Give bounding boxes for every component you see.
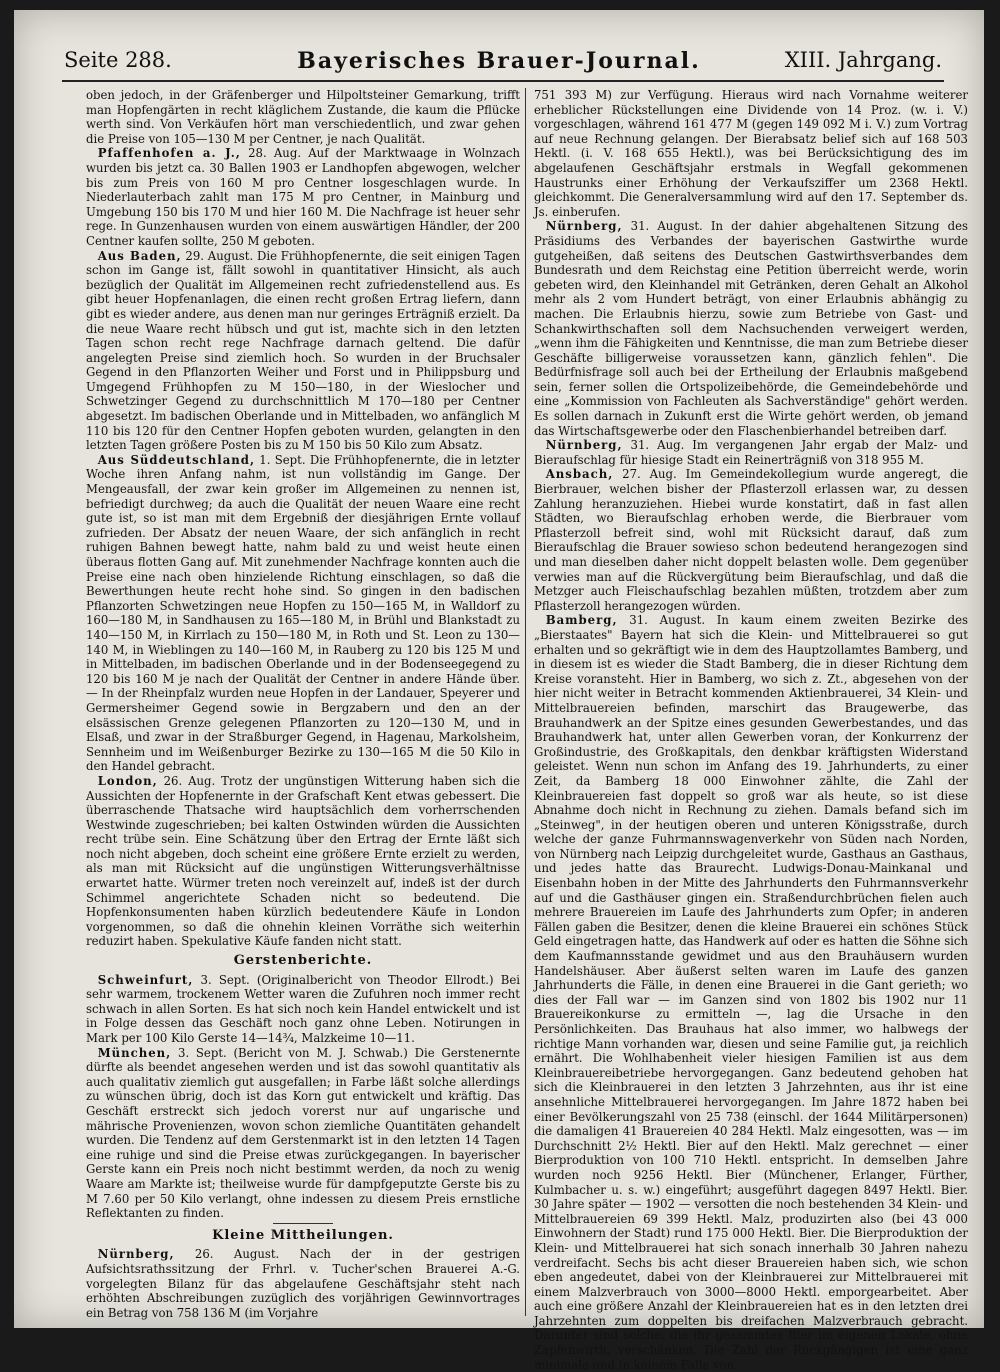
paragraph: [86, 1247, 520, 1320]
paragraph-text: 26. August. Nach der in der gestrigen Aufsichtsrathssitzung der Frhrl. v. Tucher'schen Brauerei A.-G. vorgelegten Bilanz für das abgelaufene Geschäftsjahr steht nach erhöhten Abschreibungen zuzüglich des vorjährigen Gewinnvortrages ein Betrag von 758 136 M (im Vorjahre: [86, 1247, 520, 1320]
paragraph-text: 31. August. In der dahier abgehaltenen Sitzung des Präsidiums des Verbandes der bayerischen Gastwirthe wurde gutgeheißen, daß seitens des Deutschen Gastwirthsverbandes dem Bundesrath und dem Reichstag eine Petition überreicht werde, worin gebeten wird, den Kleinhandel mit Getränken, deren Gehalt an Alkohol mehr als 2 vom Hundert beträgt, von einer Erlaubnis abhängig zu machen. Die Erlaubnis hierzu, sowie zum Betriebe von Gast- und Schankwirthschaften soll dem Nachsuchenden verweigert werden, „wenn ihm die Fähigkeiten und Kenntnisse, die man zum Betriebe dieser Geschäfte billigerweise voraussetzen kann, gänzlich fehlen". Die Bedürfnisfrage soll auch bei der Ertheilung der Erlaubnis maßgebend sein, ferner sollen die Ortspolizeibehörde, die Gemeindebehörde und eine „Kommission von Fachleuten als Sachverständige" gehört werden. Es sollen darnach in Zukunft erst die Wirte gehört werden, ob jemand das Wirtschaftsgewerbe oder den Flaschenbierhandel betreiben darf.: [534, 219, 968, 438]
dateline: Nürnberg,: [97, 1247, 175, 1262]
page-number: Seite 288.: [64, 48, 172, 72]
paragraph: [86, 973, 520, 1046]
right-column: [534, 88, 968, 1372]
paragraph: [534, 613, 968, 1372]
paragraph-text: 26. Aug. Trotz der ungünstigen Witterung haben sich die Aussichten der Hopfenernte in der Grafschaft Kent etwas gebessert. Die überraschende Thatsache wird hauptsächlich dem vorherrschenden Westwinde zugeschrieben; bei kalten Ostwinden würden die Aussichten recht trübe sein. Eine Schätzung über den Ertrag der Ernte läßt sich noch nicht abgeben, doch scheint eine größere Ernte erzielt zu werden, als man mit Rücksicht auf die ungünstigen Witterungsverhältnisse erwartet hatte. Würmer treten noch vereinzelt auf, indeß ist der durch Schimmel angerichtete Schaden nicht so bedeutend. Die Hopfenkonsumenten haben kürzlich bedeutendere Käufe in London vorgenommen, so daß die ohnehin kleinen Vorräthe sich weiterhin reduzirt haben. Spekulative Käufe fanden nicht statt.: [86, 773, 520, 949]
paragraph-text: 31. Aug. Im vergangenen Jahr ergab der Malz- und Bieraufschlag für hiesige Stadt ein Reinerträgniß von 318 955 M.: [534, 438, 968, 467]
paragraph-text: 31. August. In kaum einem zweiten Bezirke des „Bierstaates" Bayern hat sich die Klein- und Mittelbrauerei so gut erhalten und so gekräftigt wie in dem des Hauptzollamtes Bamberg, und in diesem ist es wieder die Stadt Bamberg, die in dieser Richtung dem Kreise voransteht. Hier in Bamberg, wo sich z. Zt., abgesehen von der hier nicht weiter in Betracht kommenden Aktienbrauerei, 34 Klein- und Mittelbrauereien befinden, marschirt das Braugewerbe, das Brauhandwerk an der Spitze eines gesunden Gewerbestandes, und das Brauhandwerk hat, unter allen Gewerben voran, der Konkurrenz der Großindustrie, des Großkapitals, den denkbar kräftigsten Widerstand geleistet. Wenn nun schon im Anfang des 19. Jahrhunderts, zu einer Zeit, da Bamberg 18 000 Einwohner zählte, die Zahl der Kleinbrauereien fast doppelt so groß war als heute, so ist diese Abnahme doch nicht in Rechnung zu ziehen. Damals befand sich im „Steinweg", in der heutigen oberen und unteren Königsstraße, durch welche der ganze Fuhrmannswagenverkehr von Süden nach Norden, von Nürnberg nach Leipzig durchgeleitet wurde, Gasthaus an Gasthaus, und jedes hatte das Braurecht. Ludwigs-Donau-Mainkanal und Eisenbahn hoben in der Mitte des Jahrhunderts den Fuhrmannsverkehr auf und die Gasthäuser gingen ein. Straßendurchbrüchen fielen auch mehrere Brauereien im Laufe des Jahrhunderts zum Opfer; in anderen Fällen gaben die Besitzer, denen die kleine Brauerei ein schönes Stück Geld eingetragen hatte, das Handwerk auf oder es hatten die Söhne sich dem Kaufmannsstande gewidmet und aus den Brauhäusern wurden Handelshäuser. Aber äußerst selten waren im Laufe des ganzen Jahrhunderts die Fälle, in denen eine Brauerei in die Gant gerieth; wo dies der Fall war — im Ganzen sind von 1802 bis 1902 nur 11 Brauereikonkurse zu ermitteln —, lag die Ursache in den Persönlichkeiten. Das Brauhaus hat also immer, wo halbwegs der richtige Mann vorhanden war, diesen und seine Familie gut, ja reichlich ernährt. Die Wohlhabenheit vieler hiesigen Familien ist aus dem Kleinbrauereibetriebe hervorgegangen. Ganz bedeutend gehoben hat sich die Kleinbrauerei in den letzten 3 Jahrzehnten, aus ihr ist eine ansehnliche Mittelbrauerei hervorgegangen. Im Jahre 1872 haben bei einer Bevölkerungszahl von 25 738 (einschl. der 1644 Militärpersonen) die damaligen 41 Brauereien 40 284 Hektl. Malz eingesotten, was — im Durchschnitt 2½ Hektl. Bier auf den Hektl. Malz gerechnet — einer Bierproduktion von 100 710 Hektl. entspricht. In demselben Jahre wurden noch 9256 Hektl. Bier (Münchener, Erlanger, Fürther, Kulmbacher u. s. w.) eingeführt; ausgeführt dagegen 8497 Hektl. Bier. 30 Jahre später — 1902 — versotten die noch bestehenden 34 Klein- und Mittelbrauereien 69 399 Hektl. Malz, produzirten also (bei 43 000 Einwohnern der Stadt) rund 175 000 Hektl. Bier. Die Bierproduktion der Klein- und Mittelbrauerei hat sich sonach innerhalb 30 Jahren nahezu verdreifacht. Sechs bis acht dieser Brauereien haben sich, wie schon eben angedeutet, dabei von der Kleinbrauerei zur Mittelbrauerei mit einem Malzverbrauch von 3000—8000 Hektl. emporgearbeitet. Aber auch eine größere Anzahl der Kleinbrauereien hat es in den letzten drei Jahrzehnten zum doppelten bis dreifachen Malzverbrauch gebracht. Darunter sind solche, die ihr gesammtes Bier im eigenen Lokale, ohne Zapfenwirth, verschänken. Die Zahl der Rückgängigen ist eine ganz minimale und in keinem Falle von: [534, 613, 968, 1372]
column-divider: [525, 88, 526, 1316]
paragraph-text: 3. Sept. (Bericht von M. J. Schwab.) Die Gerstenernte dürfte als beendet angesehen werden und ist das sowohl quantitativ als auch qualitativ ziemlich gut ausgefallen; in Farbe läßt solche allerdings zu wünschen übrig, doch ist das Korn gut entwickelt und kräftig. Das Geschäft erstreckt sich jedoch vorerst nur auf ungarische und mährische Provenienzen, wovon schon ziemliche Quantitäten gehandelt wurden. Die Tendenz auf dem Gerstenmarkt ist in den letzten 14 Tagen eine ruhige und sind die Preise etwas zurückgegangen. In bayerischer Gerste kann ein Preis noch nicht bestimmt werden, da noch zu wenig Waare am Markte ist; theilweise wurde für dampfgeputzte Gerste bis zu M 7.60 per 50 Kilo verlangt, ohne indessen zu diesem Preis ernstliche Reflektanten zu finden.: [86, 1045, 520, 1221]
paragraph: [86, 146, 520, 248]
section-heading: Kleine Mittheilungen.: [212, 1227, 394, 1243]
journal-title: Bayerisches Brauer-Journal.: [297, 48, 701, 74]
newspaper-page: [14, 10, 984, 1372]
section-heading: Gerstenberichte.: [233, 953, 373, 969]
left-column: [86, 88, 520, 1320]
paragraph: [86, 774, 520, 949]
volume-year: XIII. Jahrgang.: [784, 48, 942, 72]
dateline: Ansbach,: [545, 467, 614, 482]
dateline: Aus Süddeutschland,: [97, 452, 256, 467]
dateline: München,: [97, 1045, 172, 1060]
dateline: London,: [97, 773, 158, 788]
paragraph-text: 28. Aug. Auf der Marktwaage in Wolnzach wurden bis jetzt ca. 30 Ballen 1903 er Landhopfen abgewogen, welcher bis zum Preis von 160 M pro Centner losgeschlagen wurde. In Niederlauterbach zahlt man 175 M pro Centner, in Mainburg und Umgebung 150 bis 170 M und hier 160 M. Die Nachfrage ist heuer sehr rege. In Gunzenhausen wurden von einem auswärtigen Händler, der 200 Centner kaufen sollte, 250 M geboten.: [86, 146, 520, 248]
paragraph-text: 1. Sept. Die Frühhopfenernte, die in letzter Woche ihren Anfang nahm, ist nun vollständig im Gange. Der Mengeausfall, der zwar kein großer im Allgemeinen zu nennen ist, befriedigt durchweg; da auch die Qualität der neuen Waare eine recht gute ist, so ist man mit dem Ergebniß der diesjährigen Ernte vollauf zufrieden. Der Absatz der neuen Waare, der sich anfänglich in recht ruhigen Bahnen bewegt hatte, nahm bald zu und weist heute einen überaus flotten Gang auf. Mit zunehmender Nachfrage konnten auch die Preise eine nach oben hinzielende Richtung einschlagen, so daß die Bewerthungen heute recht hohe sind. So gingen in den badischen Pflanzorten Schwetzingen neue Hopfen zu 150—165 M, in Walldorf zu 160—180 M, in Sandhausen zu 165—180 M, in Brühl und Blankstadt zu 140—150 M, in Kirrlach zu 150—180 M, in Roth und St. Leon zu 130—140 M, in Wieblingen zu 140—160 M, in Rauberg zu 120 bis 125 M und in Mittelbaden, im badischen Oberlande und in der Bodenseegegend zu 120 bis 160 M je nach der Qualität der Centner in andere Hände über. — In der Rheinpfalz wurden neue Hopfen in der Landauer, Speyerer und Germersheimer Gegend sowie in Bergzabern und den an der elsässischen Grenze gelegenen Pflanzorten zu 120—130 M, und in Elsaß, und zwar in der Straßburger Gegend, in Hagenau, Markolsheim, Sennheim und im Weißenburger Bezirke zu 130—165 M die 50 Kilo in den Handel gebracht.: [86, 452, 520, 774]
paragraph: [534, 219, 968, 438]
dateline: Aus Baden,: [97, 248, 182, 263]
paragraph: [86, 453, 520, 774]
dateline: Nürnberg,: [545, 438, 623, 453]
paragraph: [86, 249, 520, 453]
paragraph-text: 27. Aug. Im Gemeindekollegium wurde angeregt, die Bierbrauer, welchen bisher der Pflasterzoll erlassen war, zu dessen Zahlung heranzuziehen. Hiebei wurde konstatirt, daß in fast allen Städten, wo Bieraufschlag erhoben werde, die Bierbrauer vom Pflasterzoll befreit sind, wohl mit Rücksicht darauf, daß zum Bieraufschlag die Brauer sowieso schon bedeutend herangezogen sind und man dieselben daher nicht doppelt belasten wolle. Dem gegenüber verwies man auf die Rückvergütung beim Bieraufschlag, und daß die Metzger auch Fleischaufschlag bezahlen müßten, trotzdem aber zum Pflasterzoll herangezogen würden.: [534, 467, 968, 613]
section-rule: [273, 1223, 333, 1224]
paragraph: [86, 1046, 520, 1221]
paragraph-text: 29. August. Die Frühhopfenernte, die seit einigen Tagen schon im Gange ist, fällt sowohl in quantitativer Hinsicht, als auch bezüglich der Qualität im Allgemeinen recht zufriedenstellend aus. Es gibt heuer Hopfenanlagen, die einen recht großen Ertrag liefern, dann gibt es wieder andere, aus denen man nur geringes Erträgniß erzielt. Da die neue Waare recht hübsch und gut ist, machte sich in den letzten Tagen schon recht rege Nachfrage darnach geltend. Die dafür angelegten Preise sind ziemlich hoch. So wurden in der Bruchsaler Gegend in den Pflanzorten Weiher und Forst und in Philippsburg und Umgegend Frühhopfen zu M 150—180, in der Wieslocher und Schwetzinger Gegend zu durchschnittlich M 170—180 per Centner abgesetzt. Im badischen Oberlande und in Mittelbaden, wo anfänglich M 110 bis 120 für den Centner Hopfen geboten wurden, gelangten in den letzten Tagen größere Posten bis zu M 150 bis 50 Kilo zum Absatz.: [86, 248, 520, 453]
paragraph-text: 3. Sept. (Originalbericht von Theodor Ellrodt.) Bei sehr warmem, trockenem Wetter waren die Zufuhren noch immer recht schwach in allen Sorten. Es hat sich noch kein Handel entwickelt und ist in Folge dessen das Geschäft noch ganz ohne Leben. Notirungen in Mark per 100 Kilo Gerste 14—14¾, Malzkeime 10—11.: [86, 972, 520, 1045]
paragraph: [534, 438, 968, 467]
dateline: Pfaffenhofen a. J.,: [97, 146, 241, 161]
paragraph: 751 393 M) zur Verfügung. Hieraus wird nach Vornahme weiterer erheblicher Rückstellungen eine Dividende von 14 Proz. (w. i. V.) vorgeschlagen, während 161 477 M (gegen 149 092 M i. V.) zum Vortrag auf neue Rechnung gelangen. Der Bierabsatz belief sich auf 168 503 Hektl. (i. V. 168 655 Hektl.), was bei Berücksichtigung des im abgelaufenen Geschäftsjahr erstmals in Wegfall gekommenen Haustrunks einer Erhöhung der Verkaufsziffer um 2368 Hektl. gleichkommt. Die Generalversammlung wird auf den 17. September ds. Js. einberufen.: [534, 88, 968, 219]
header-rule: [62, 80, 944, 82]
dateline: Schweinfurt,: [97, 972, 194, 987]
paragraph: oben jedoch, in der Gräfenberger und Hilpoltsteiner Gemarkung, trifft man Hopfengärten in recht kläglichem Zustande, die kaum die Pflücke werth sind. Von Verkäufen hört man verschiedentlich, und zwar gehen die Preise von 105—130 M per Centner, je nach Qualität.: [86, 88, 520, 146]
paragraph: [534, 467, 968, 613]
dateline: Bamberg,: [545, 613, 618, 628]
dateline: Nürnberg,: [545, 219, 623, 234]
